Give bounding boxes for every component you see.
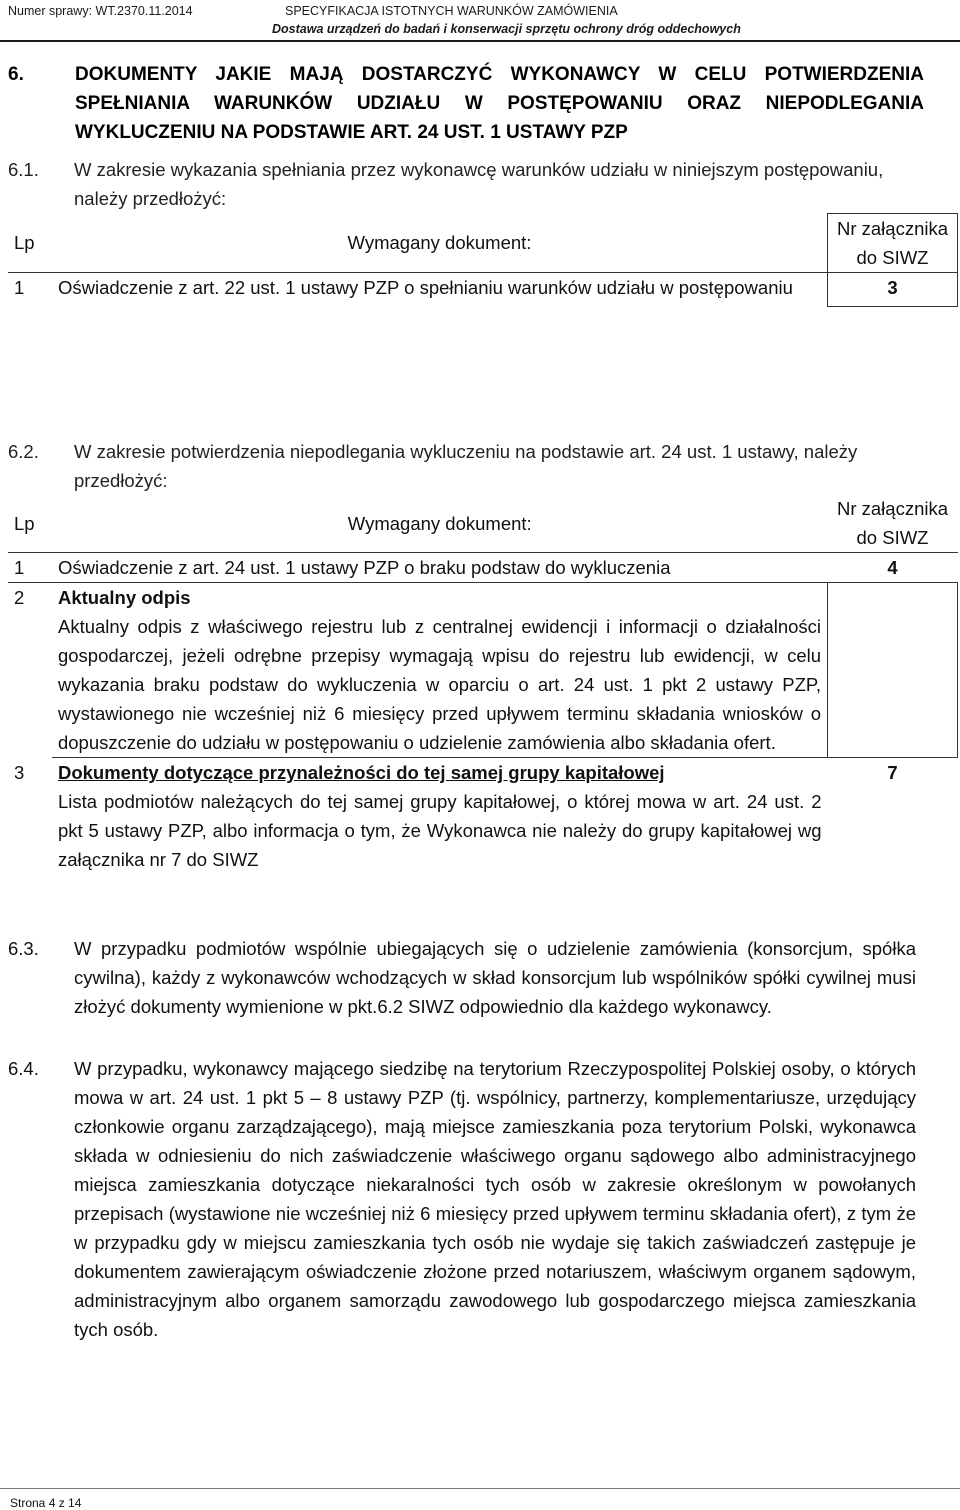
row-document [52, 583, 828, 758]
col-lp: Lp [14, 512, 35, 534]
section-6-number: 6. [8, 64, 24, 85]
col-document: Wymagany dokument: [347, 512, 532, 534]
col-lp: Lp [14, 232, 35, 254]
page-number: Strona 4 z 14 [10, 1496, 82, 1510]
header-rule [0, 40, 960, 42]
row-document-title: Dokumenty dotyczące przynależności do tej samej grupy kapitałowej [57, 762, 665, 783]
col-attachment-number: Nr załącznika do SIWZ [828, 214, 958, 273]
row-lp: 2 [14, 587, 25, 608]
row-document [52, 758, 828, 875]
table-row [8, 583, 958, 758]
section-6-3-number: 6.3. [8, 938, 39, 959]
section-6-2 [8, 437, 918, 495]
row-document: Oświadczenie z art. 24 ust. 1 ustawy PZP o braku podstaw do wykluczenia [52, 553, 828, 583]
row-document-body: Aktualny odpis z właściwego rejestru lub z centralnej ewidencji i informacji o działalności gospodarczej, jeżeli odrębne przepisy wymagają wpisu do rejestru lub ewidencji, w celu wykazania braku podstaw do wykluczenia w oparciu o art. 24 ust. 1 pkt 2 ustawy PZP, wystawionego nie wcześniej niż 6 miesięcy przed upływem terminu składania wniosków o dopuszczenie do udziału w postępowaniu o udzielenie zamówienia albo składania ofert. [57, 616, 822, 753]
col-attachment-number: Nr załącznika do SIWZ [836, 498, 949, 548]
procurement-subject: Dostawa urządzeń do badań i konserwacji sprzętu ochrony dróg oddechowych [272, 22, 741, 36]
section-6-1-text: W zakresie wykazania spełniania przez wykonawcę warunków udziału w niniejszym postępowaniu, należy przedłożyć: [74, 159, 884, 209]
table-header-row [8, 214, 958, 273]
section-6-2-number: 6.2. [8, 441, 39, 462]
section-6-3-text: W przypadku podmiotów wspólnie ubiegających się o udzielenie zamówienia (konsorcjum, spółka cywilna), każdy z wykonawców wchodzących w skład konsorcjum lub wspólników spółki cywilnej musi złożyć dokumenty wymienione w pkt.6.2 SIWZ odpowiednio dla każdego wykonawcy. [74, 938, 916, 1017]
section-6-title: DOKUMENTY JAKIE MAJĄ DOSTARCZYĆ WYKONAWCY W CELU POTWIERDZENIA SPEŁNIANIA WARUNKÓW UDZIAŁU W POSTĘPOWANIU ORAZ NIEPODLEGANIA WYKLUCZENIU NA PODSTAWIE ART. 24 UST. 1 USTAWY PZP [75, 64, 924, 143]
section-6-4-number: 6.4. [8, 1058, 39, 1079]
section-6-2-text: W zakresie potwierdzenia niepodlegania wykluczeniu na podstawie art. 24 ust. 1 ustawy, należy przedłożyć: [74, 441, 858, 491]
table-row [8, 273, 958, 307]
section-6-heading [8, 60, 924, 147]
row-document-body: Lista podmiotów należących do tej samej grupy kapitałowej, o której mowa w art. 24 ust. 2 pkt 5 ustawy PZP, albo informacja o tym, że Wykonawca nie należy do grupy kapitałowej wg załącznika nr 7 do SIWZ [57, 791, 822, 870]
section-6-1 [8, 155, 888, 213]
row-lp: 1 [8, 553, 52, 583]
col-document: Wymagany dokument: [347, 232, 532, 254]
table-row [8, 758, 958, 875]
row-lp: 1 [8, 273, 52, 307]
row-lp: 3 [14, 761, 25, 783]
table-header-row [8, 494, 958, 553]
row-attachment-number: 7 [887, 762, 898, 783]
section-6-4 [8, 1054, 916, 1344]
table-row [8, 553, 958, 583]
page-header [0, 0, 960, 42]
case-number: Numer sprawy: WT.2370.11.2014 [8, 4, 193, 18]
row-document-title: Aktualny odpis [57, 587, 191, 608]
spec-title: SPECYFIKACJA ISTOTNYCH WARUNKÓW ZAMÓWIENIA [285, 4, 618, 18]
section-6-3 [8, 934, 916, 1021]
section-6-4-text: W przypadku, wykonawcy mającego siedzibę na terytorium Rzeczypospolitej Polskiej osoby, o których mowa w art. 24 ust. 1 pkt 5 – 8 ustawy PZP (tj. wspólnicy, partnerzy, komplementariusze, urzędujący członkowie organu zarządzającego), mają miejsce zamieszkania poza terytorium Polski, wykonawca składa w odniesieniu do nich zaświadczenie właściwego organu sądowego albo administracyjnego miejsca zamieszkania dotyczące niekaralności tych osób w zakresie określonym w powołanych przepisach (wystawione nie wcześniej niż 6 miesięcy przed upływem terminu składania ofert), z tym że w przypadku gdy w miejscu zamieszkania tych osób nie wydaje się takich zaświadczeń zastępuje je dokumentem zawierającym oświadczenie złożone przed notariuszem, właściwym organem sądowym, administracyjnym albo organem samorządu zawodowego lub gospodarczego miejsca zamieszkania tych osób. [74, 1058, 916, 1340]
row-attachment-number [828, 583, 958, 758]
row-document: Oświadczenie z art. 22 ust. 1 ustawy PZP o spełnianiu warunków udziału w postępowaniu [52, 273, 828, 307]
footer-rule [0, 1488, 960, 1489]
row-attachment-number: 3 [828, 273, 958, 307]
table-6-1 [8, 213, 958, 307]
table-6-2 [8, 494, 958, 874]
row-attachment-number: 4 [828, 553, 958, 583]
section-6-1-number: 6.1. [8, 159, 39, 180]
